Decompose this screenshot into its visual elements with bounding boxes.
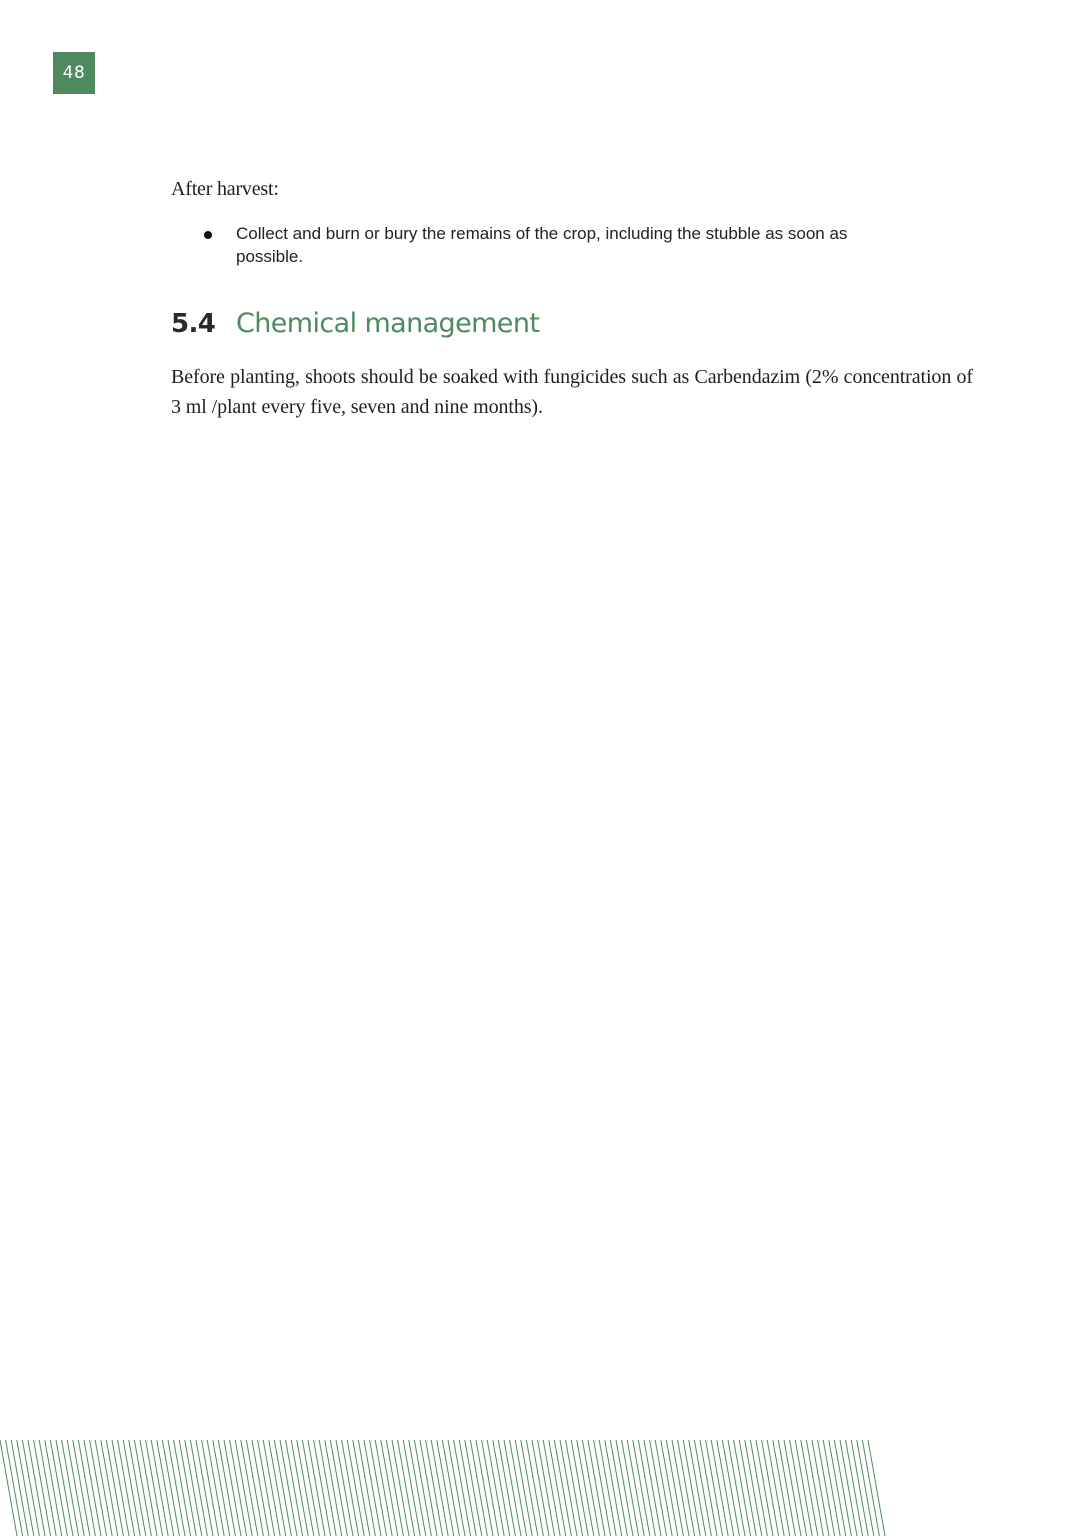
bullet-list: [171, 222, 973, 268]
page-content: [171, 172, 973, 422]
bullet-icon: [204, 231, 212, 239]
intro-text: After harvest:: [171, 178, 279, 200]
page-number: 48: [53, 52, 95, 94]
decorative-stripes: [0, 1440, 900, 1536]
body-paragraph: Before planting, shoots should be soaked with fungicides such as Carbendazim (2% concentration of 3 ml /plant every five, seven and nine months).: [171, 366, 973, 418]
list-item-text: Collect and burn or bury the remains of the crop, including the stubble as soon as possible.: [236, 224, 848, 266]
section-heading: [171, 304, 973, 344]
list-item: [171, 222, 973, 268]
section-number: 5.4: [171, 309, 216, 339]
section-title: Chemical management: [236, 308, 540, 339]
